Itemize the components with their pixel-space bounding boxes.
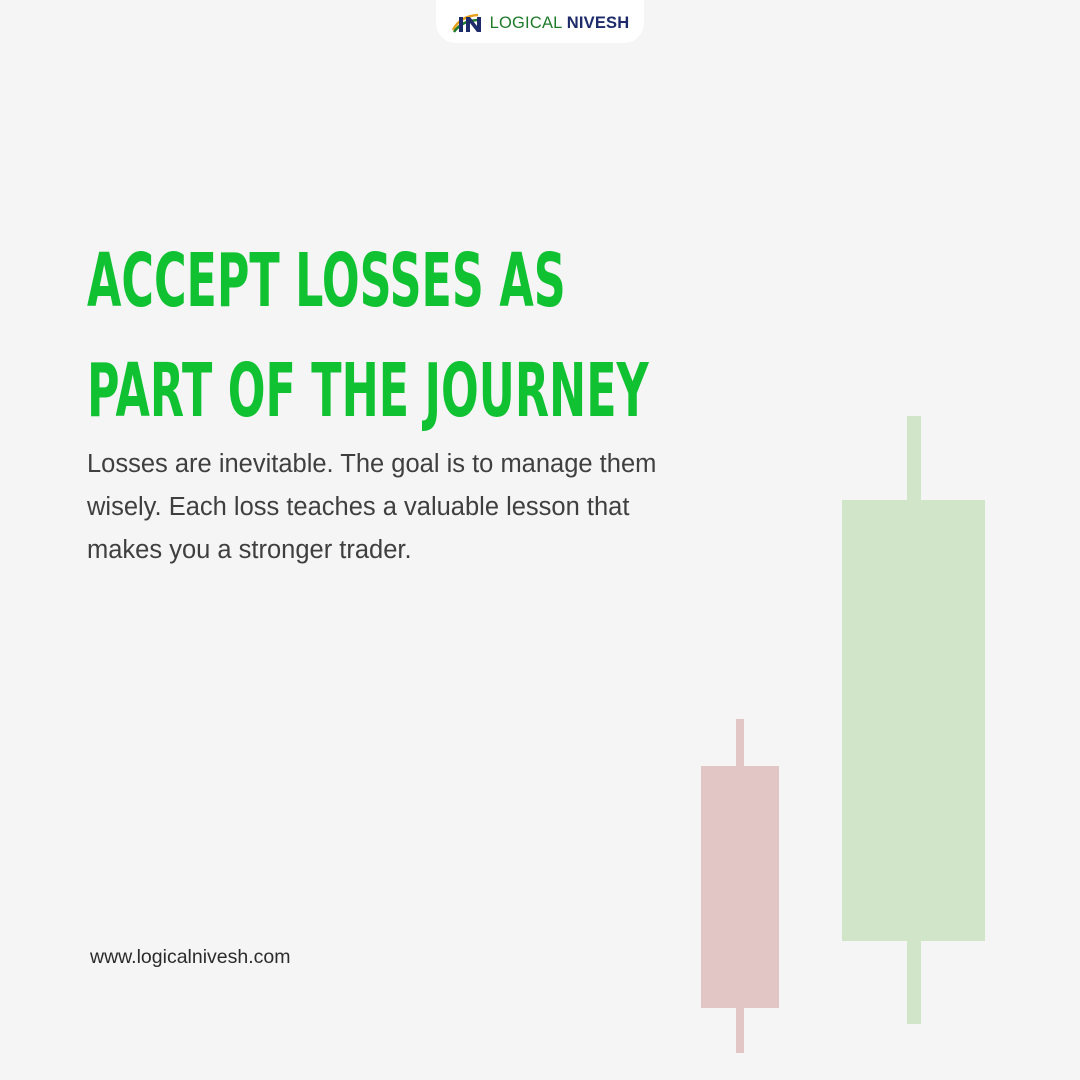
website-link[interactable]: www.logicalnivesh.com: [90, 946, 291, 968]
bullish-candle-icon: [842, 416, 985, 1024]
headline-line-1: ACCEPT LOSSES AS: [87, 238, 566, 324]
headline-line-2: PART OF THE JOURNEY: [87, 348, 649, 434]
body-text: Losses are inevitable. The goal is to manage them wisely. Each loss teaches a valuable lesson that makes you a stronger trader.: [87, 450, 657, 564]
brand-name-part2: NIVESH: [566, 13, 630, 32]
brand-name-part1: LOGICAL: [489, 13, 562, 32]
bearish-candle-icon: [701, 719, 779, 1053]
